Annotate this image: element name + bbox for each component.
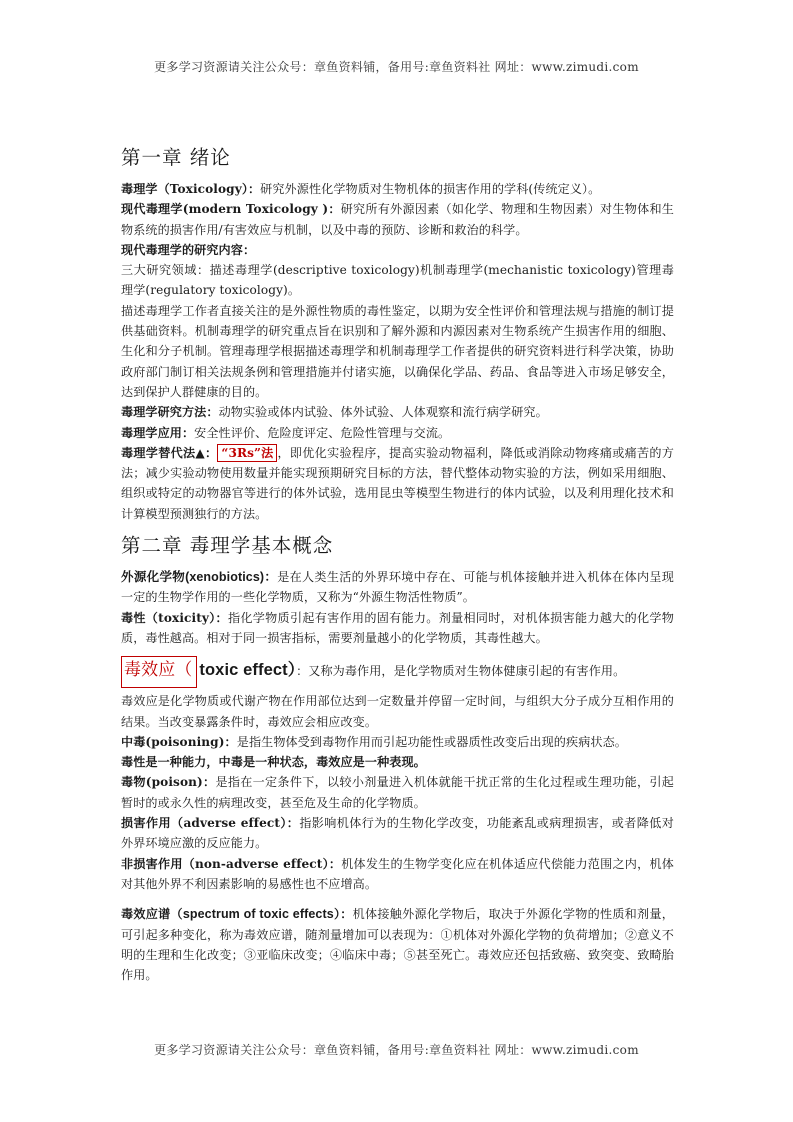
term-poison: 毒物(poison)： (121, 775, 216, 790)
definition-xenobiotics: 是在人类生活的外界环境中存在、可能与机体接触并进入机体在体内呈现一定的生物学作用的一些化学物质，又称为“外源生物活性物质”。 (121, 570, 675, 605)
definition-spectrum: 机体接触外源化学物后，取决于外源化学物的性质和剂量，可引起多种变化，称为毒效应谱，随剂量增加可以表现为：①机体对外源化学物的负荷增加；②意义不明的生理和生化改变；③亚临床改变；④临床中毒；⑤甚至死亡。毒效应还包括致癌、致突变、致畸胎作用。 (121, 907, 674, 983)
term-adverse-effect: 损害作用（adverse effect）： (121, 816, 300, 831)
term-spectrum-close: ）： (333, 907, 353, 922)
chapter-1-title: 第一章 绪论 (121, 146, 231, 169)
term-toxicity: 毒性（toxicity）： (121, 610, 228, 625)
highlight-3rs: “3Rs”法 (217, 444, 277, 462)
definition-toxicity: 指化学物质引起有害作用的固有能力。剂量相同时，对机体损害能力越大的化学物质，毒性越高。相对于同一损害指标，需要剂量越小的化学物质，其毒性越大。 (121, 610, 675, 645)
paragraph-summary (121, 752, 674, 772)
definition-applications: 安全性评价、危险度评定、危险性管理与交流。 (194, 425, 451, 440)
term-toxicology: 毒理学（Toxicology）： (121, 182, 261, 196)
paragraph-poison (121, 772, 674, 813)
paragraph-non-adverse-effect (121, 854, 674, 895)
paragraph-poisoning (121, 732, 674, 752)
paragraph-modern-toxicology (121, 199, 674, 240)
definition-adverse-effect: 指影响机体行为的生物化学改变，功能紊乱或病理损害，或者降低对外界环境应激的反应能力。 (121, 816, 674, 851)
highlight-toxic-effect: 毒效应（ (121, 656, 197, 688)
definition-methods: 动物实验或体内试验、体外试验、人体观察和流行病学研究。 (218, 405, 548, 420)
term-spectrum-open: 毒效应谱（ (121, 907, 183, 922)
term-xenobiotics: 外源化学物(xenobiotics)： (121, 570, 278, 585)
paragraph-toxicity (121, 608, 674, 649)
paragraph-toxicology (121, 179, 674, 199)
definition-non-adverse-effect: 机体发生的生物学变化应在机体适应代偿能力范围之内，机体对其他外界不利因素影响的易感性也不应增高。 (121, 856, 674, 891)
definition-poison: 是指在一定条件下，以较小剂量进入机体就能干扰正常的生化过程或生理功能，引起暂时的或永久性的病理改变，甚至危及生命的化学物质。 (121, 775, 674, 810)
paragraph-applications (121, 423, 674, 443)
term-modern-toxicology: 现代毒理学(modern Toxicology )： (121, 202, 341, 217)
paragraph-toxic-effect-detail: 毒效应是化学物质或代谢产物在作用部位达到一定数量并停留一定时间，与组织大分子成分互相作用的结果。当改变暴露条件时，毒效应会相应改变。 (121, 694, 674, 729)
definition-modern-toxicology: 研究所有外源因素（如化学、物理和生物因素）对生物体和生物系统的损害作用/有害效应与机制，以及中毒的预防、诊断和救治的科学。 (121, 202, 675, 237)
definition-toxicology: 研究外源性化学物质对生物机体的损害作用的学科(传统定义）。 (260, 182, 601, 196)
paragraph-toxic-effect (121, 650, 674, 691)
page-header: 更多学习资源请关注公众号：章鱼资料铺，备用号:章鱼资料社 网址：www.zimudi.com (154, 60, 639, 74)
term-methods: 毒理学研究方法： (121, 405, 219, 420)
paragraph-adverse-effect (121, 813, 674, 854)
term-applications: 毒理学应用： (121, 425, 195, 440)
page-footer: 更多学习资源请关注公众号：章鱼资料铺，备用号:章鱼资料社 网址：www.zimudi.com (154, 1043, 639, 1057)
paragraph-research-content (121, 240, 674, 260)
paragraph-alternatives (121, 443, 674, 524)
paragraph-descriptive: 描述毒理学工作者直接关注的是外源性物质的毒性鉴定，以期为安全性评价和管理法规与措施的制订提供基础资料。机制毒理学的研究重点旨在识别和了解外源和内源因素对生物系统产生损害作用的细胞、生化和分子机制。管理毒理学根据描述毒理学和机制毒理学工作者提供的研究资料进行科学决策，协助政府部门制订相关法规条例和管理措施并付诸实施，以确保化学品、药品、食品等进入市场足够安全，达到保护人群健康的目的。 (121, 303, 674, 399)
term-spectrum: spectrum of toxic effects (182, 907, 334, 922)
paragraph-three-fields: 三大研究领域：描述毒理学(descriptive toxicology)机制毒理学(mechanistic toxicology)管理毒理学(regulatory toxicology)。 (121, 263, 674, 298)
paragraph-xenobiotics (121, 567, 674, 608)
term-toxic-effect: toxic effect） (199, 661, 297, 680)
term-research-content: 现代毒理学的研究内容： (121, 242, 256, 257)
paragraph-spectrum (121, 904, 674, 985)
term-alternatives: 毒理学替代法▲： (121, 445, 218, 460)
term-non-adverse-effect: 非损害作用（non-adverse effect）： (121, 856, 342, 871)
summary-statement: 毒性是一种能力，中毒是一种状态，毒效应是一种表现。 (121, 755, 426, 770)
document-body (121, 140, 674, 985)
paragraph-methods (121, 402, 674, 422)
definition-toxic-effect: ：又称为毒作用，是化学物质对生物体健康引起的有害作用。 (296, 664, 626, 679)
term-poisoning: 中毒(poisoning)： (121, 734, 237, 749)
definition-poisoning: 是指生物体受到毒物作用而引起功能性或器质性改变后出现的疾病状态。 (236, 734, 627, 749)
definition-alternatives: ，即优化实验程序，提高实验动物福利，降低或消除动物疼痛或痛苦的方法；减少实验动物使用数量并能实现预期研究目标的方法，替代整体动物实验的方法，例如采用细胞、组织或特定的动物器官等进行的体外试验，选用昆虫等模型生物进行的体内试验，以及利用理化技术和计算模型预测独行的方法。 (121, 445, 674, 521)
chapter-2-title: 第二章 毒理学基本概念 (121, 534, 334, 558)
